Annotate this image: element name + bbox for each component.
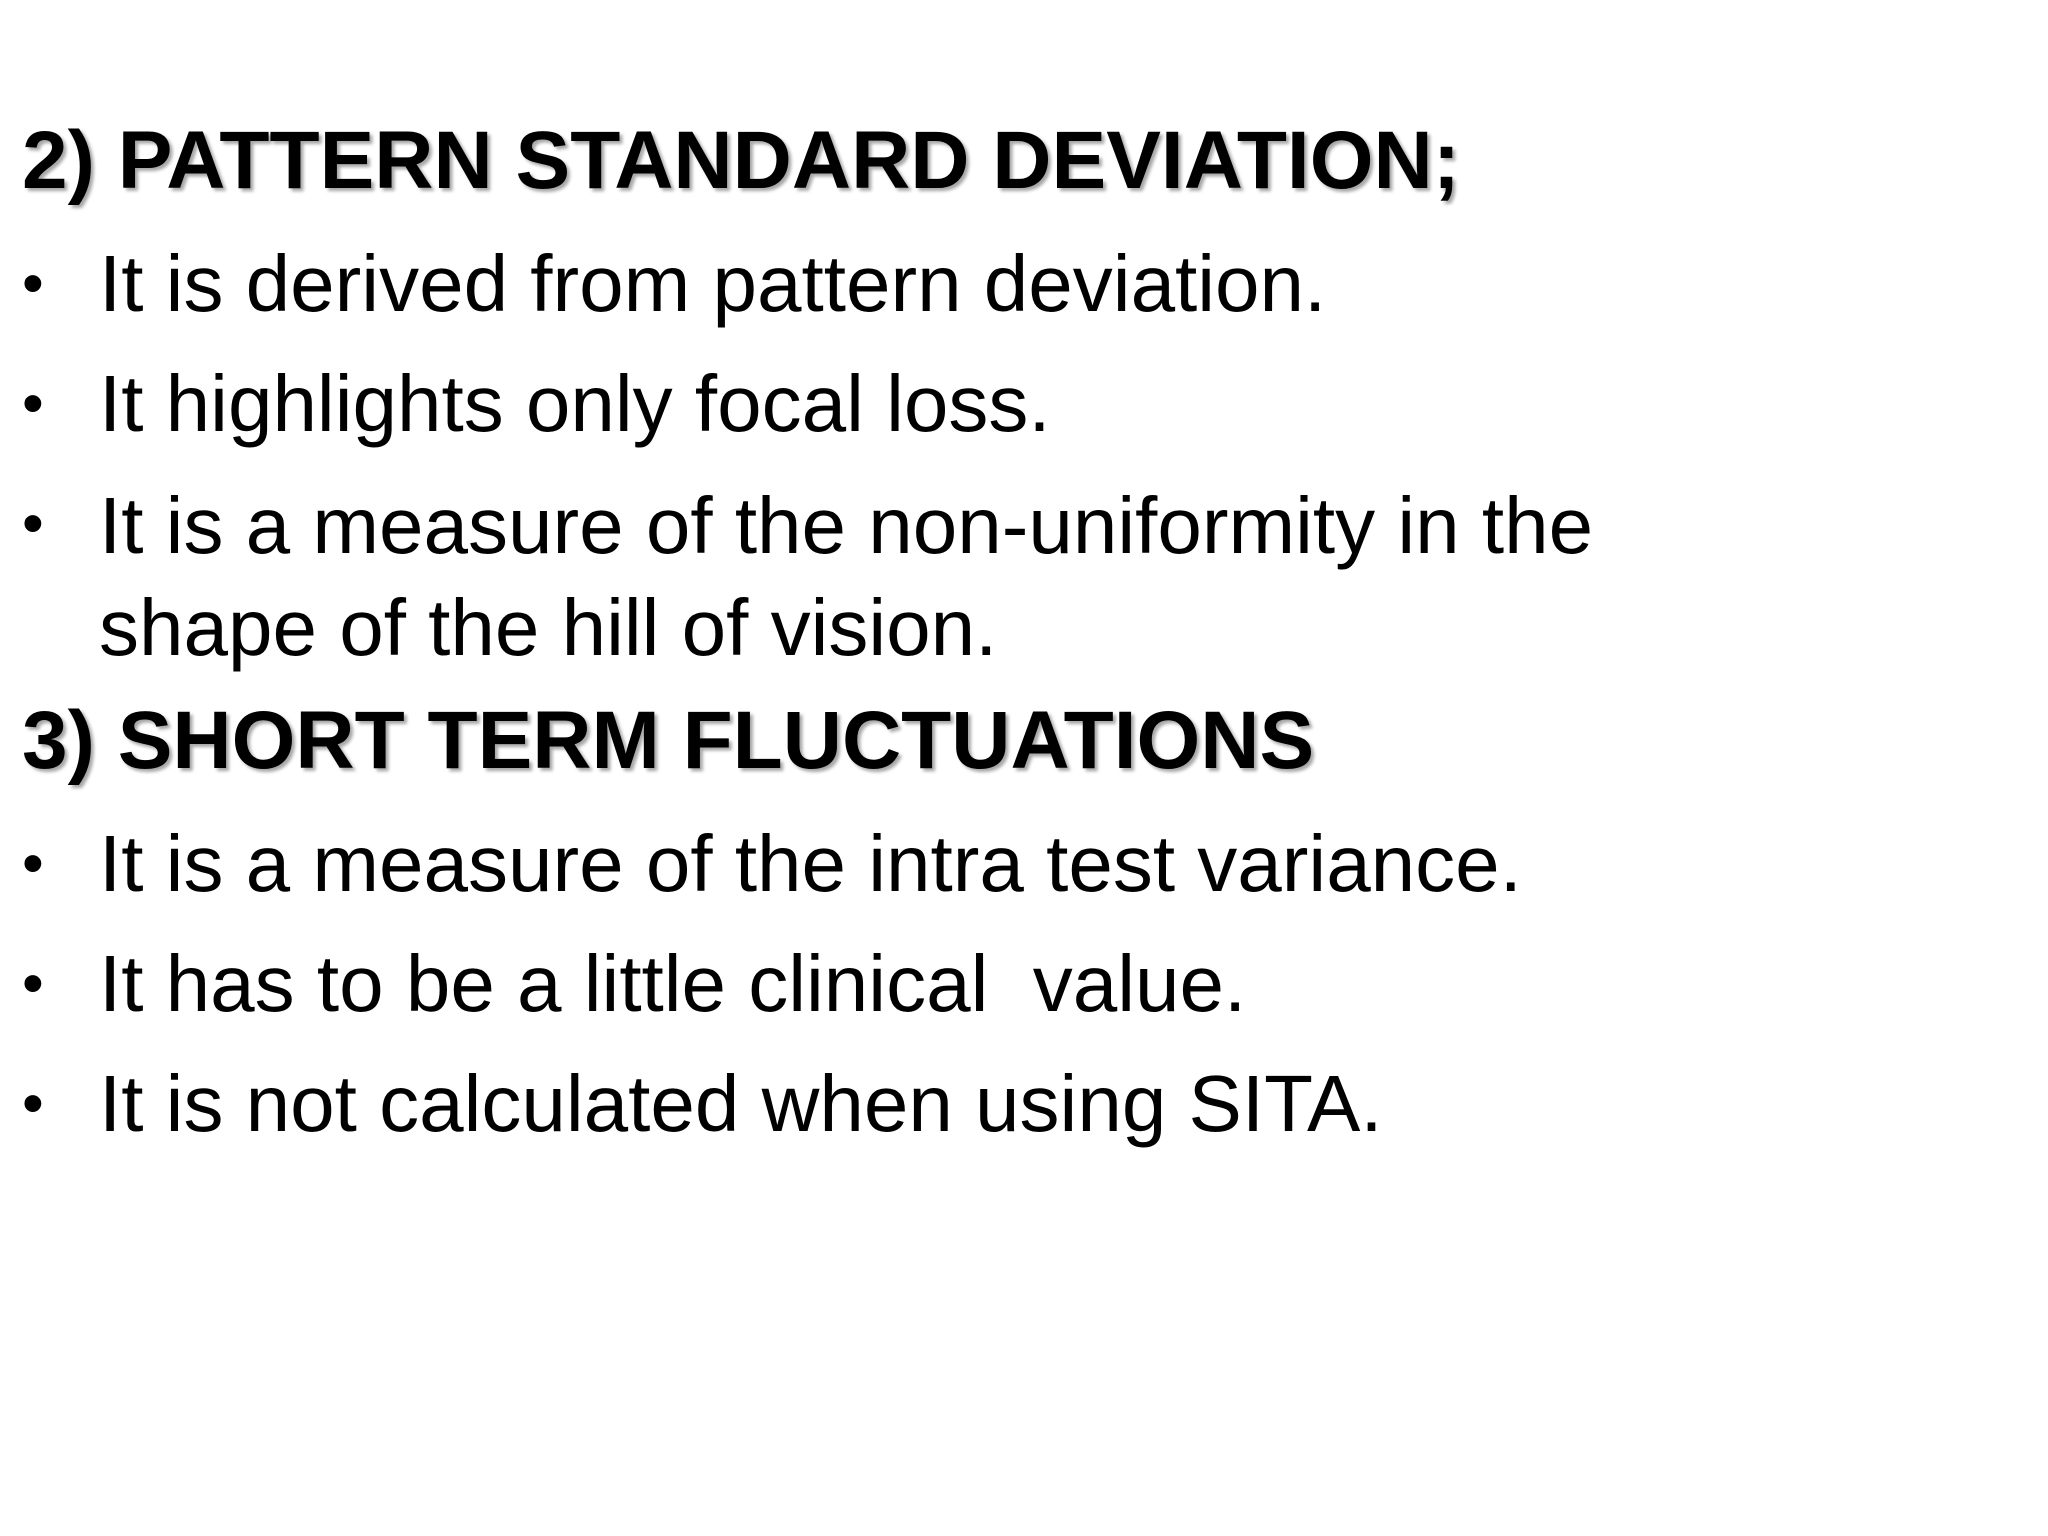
bullet-item — [22, 475, 1709, 679]
bullet-text: It highlights only focal loss. — [99, 359, 1051, 448]
bullet-text: It is a measure of the non-uniformity in the shape of the hill of vision. — [99, 481, 1594, 672]
section-heading-short-term-fluctuations: 3) SHORT TERM FLUCTUATIONS — [22, 695, 1315, 786]
bullet-icon: • — [22, 369, 44, 438]
bullet-icon: • — [22, 1069, 44, 1138]
bullet-text: It is not calculated when using SITA. — [99, 1059, 1383, 1148]
section-heading-pattern-standard-deviation: 2) PATTERN STANDARD DEVIATION; — [22, 115, 1461, 206]
bullet-text: It is derived from pattern deviation. — [99, 239, 1327, 328]
bullet-icon: • — [22, 829, 44, 898]
bullet-item — [22, 815, 1699, 913]
bullet-item — [22, 1055, 1699, 1153]
bullet-icon: • — [22, 249, 44, 318]
bullet-item — [22, 235, 1699, 333]
bullet-item — [22, 935, 1699, 1033]
bullet-icon: • — [22, 489, 44, 558]
bullet-text: It is a measure of the intra test variance. — [99, 819, 1522, 908]
bullet-icon: • — [22, 949, 44, 1018]
bullet-text: It has to be a little clinical value. — [99, 939, 1247, 1028]
bullet-item — [22, 355, 1699, 453]
